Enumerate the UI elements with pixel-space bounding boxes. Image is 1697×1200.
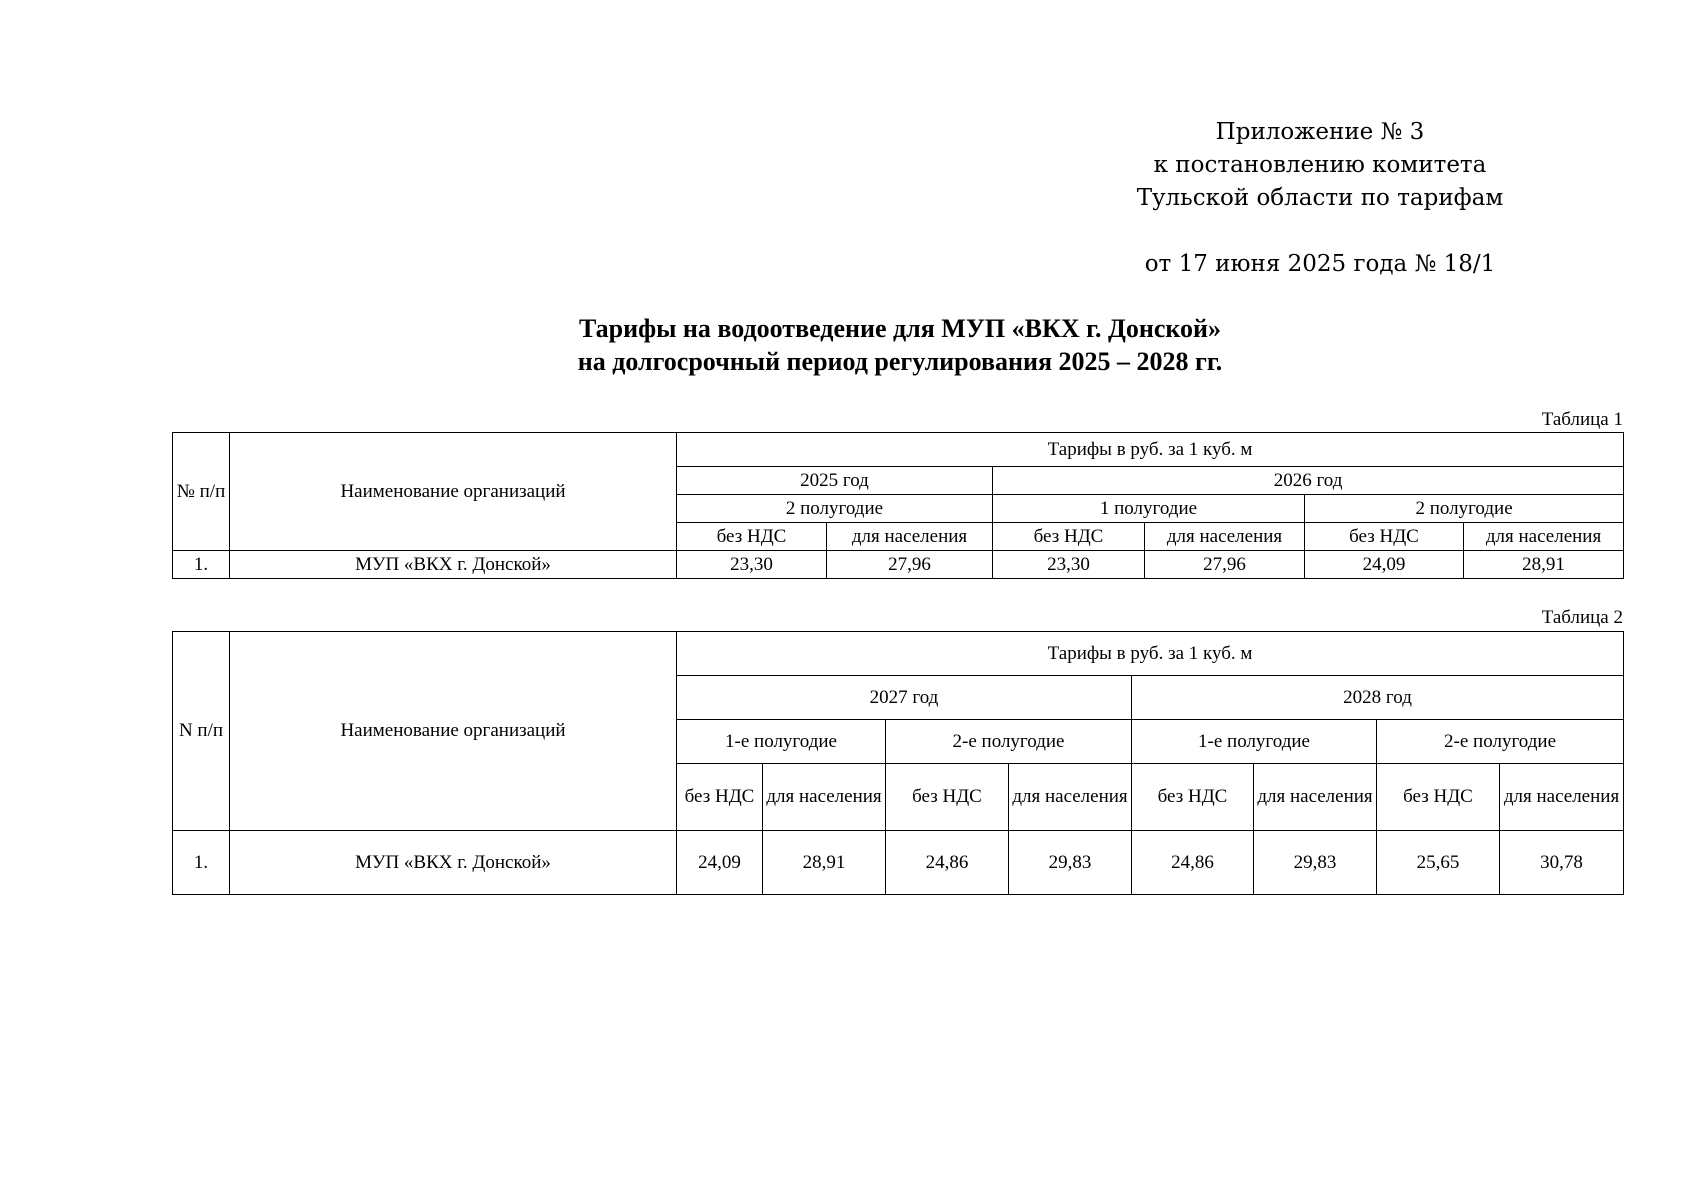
subheader-population: для населения [827, 523, 993, 551]
appendix-resolution: к постановлению комитета [1153, 152, 1487, 178]
tariff-cell: 29,83 [1009, 831, 1132, 895]
header-half-2026-1: 1 полугодие [993, 495, 1305, 523]
tariff-cell: 23,30 [993, 551, 1145, 579]
subheader-no-vat: без НДС [1305, 523, 1464, 551]
document-title [400, 312, 1400, 378]
header-tariff: Тарифы в руб. за 1 куб. м [677, 433, 1624, 467]
tariff-cell: 24,86 [1132, 831, 1254, 895]
header-year-2025: 2025 год [677, 467, 993, 495]
appendix-spacer [1090, 215, 1550, 248]
title-line-2: на долгосрочный период регулирования 2025 – 2028 гг. [577, 347, 1223, 376]
header-year-2028: 2028 год [1132, 676, 1624, 720]
appendix-block [1090, 116, 1550, 281]
row-org-name: МУП «ВКХ г. Донской» [230, 831, 677, 895]
tariff-cell: 28,91 [1464, 551, 1624, 579]
row-num: 1. [173, 551, 230, 579]
table-row [173, 831, 1624, 895]
tariff-cell: 27,96 [827, 551, 993, 579]
row-num: 1. [173, 831, 230, 895]
header-org-name: Наименование организаций [230, 632, 677, 831]
subheader-no-vat: без НДС [886, 764, 1009, 831]
tariff-table-1 [172, 432, 1624, 579]
header-num: № п/п [173, 433, 230, 551]
header-num: N п/п [173, 632, 230, 831]
table-row [173, 551, 1624, 579]
tariff-cell: 23,30 [677, 551, 827, 579]
subheader-population: для населения [1464, 523, 1624, 551]
tariff-cell: 25,65 [1377, 831, 1500, 895]
tariff-cell: 29,83 [1254, 831, 1377, 895]
tariff-cell: 28,91 [763, 831, 886, 895]
subheader-population: для населения [1009, 764, 1132, 831]
table-1-caption: Таблица 1 [1541, 409, 1623, 430]
title-line-1: Тарифы на водоотведение для МУП «ВКХ г. Донской» [578, 314, 1222, 343]
tariff-cell: 30,78 [1500, 831, 1624, 895]
subheader-no-vat: без НДС [1132, 764, 1254, 831]
table-2-caption: Таблица 2 [1541, 607, 1623, 628]
appendix-committee: Тульской области по тарифам [1136, 185, 1504, 211]
header-year-2026: 2026 год [993, 467, 1624, 495]
subheader-population: для населения [1254, 764, 1377, 831]
tariff-table-2 [172, 631, 1624, 895]
appendix-number: Приложение № 3 [1215, 119, 1425, 145]
subheader-population: для населения [763, 764, 886, 831]
header-half-2028-1: 1-е полугодие [1132, 720, 1377, 764]
tariff-cell: 24,09 [677, 831, 763, 895]
subheader-population: для населения [1500, 764, 1624, 831]
header-half-2026-2: 2 полугодие [1305, 495, 1624, 523]
subheader-no-vat: без НДС [677, 523, 827, 551]
header-tariff: Тарифы в руб. за 1 куб. м [677, 632, 1624, 676]
subheader-no-vat: без НДС [993, 523, 1145, 551]
header-half-2028-2: 2-е полугодие [1377, 720, 1624, 764]
header-org-name: Наименование организаций [230, 433, 677, 551]
header-half-2027-2: 2-е полугодие [886, 720, 1132, 764]
tariff-cell: 24,09 [1305, 551, 1464, 579]
header-year-2027: 2027 год [677, 676, 1132, 720]
header-half-2025-2: 2 полугодие [677, 495, 993, 523]
tariff-cell: 27,96 [1145, 551, 1305, 579]
subheader-no-vat: без НДС [677, 764, 763, 831]
appendix-date: от 17 июня 2025 года № 18/1 [1144, 251, 1496, 277]
tariff-cell: 24,86 [886, 831, 1009, 895]
row-org-name: МУП «ВКХ г. Донской» [230, 551, 677, 579]
subheader-no-vat: без НДС [1377, 764, 1500, 831]
subheader-population: для населения [1145, 523, 1305, 551]
header-half-2027-1: 1-е полугодие [677, 720, 886, 764]
